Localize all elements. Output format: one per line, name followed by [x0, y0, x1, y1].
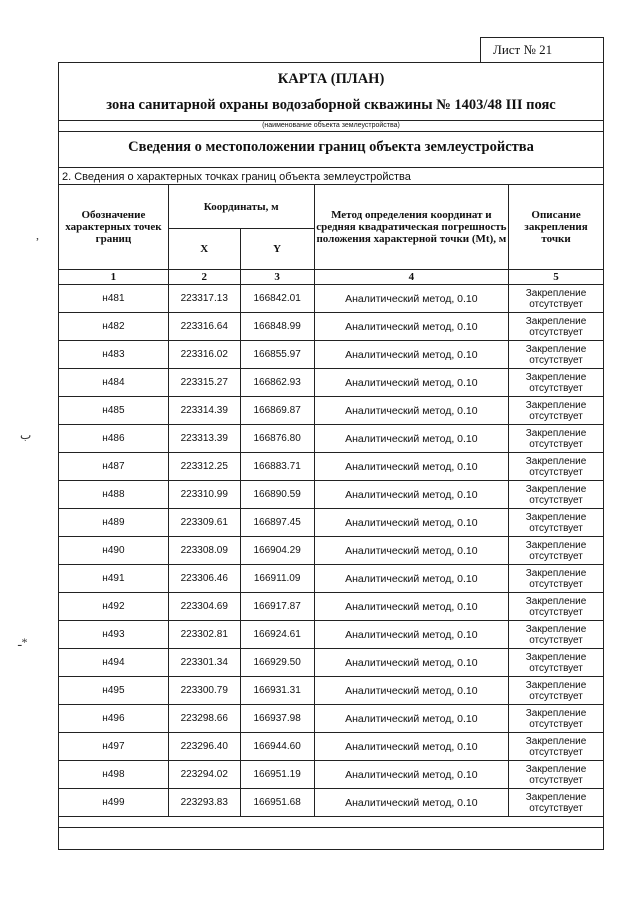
coord-y: 166944.60 [240, 733, 314, 761]
coord-x: 223306.46 [168, 565, 240, 593]
point-name: н496 [59, 705, 169, 733]
coord-x: 223314.39 [168, 397, 240, 425]
coord-y: 166883.71 [240, 453, 314, 481]
method-cell: Аналитический метод, 0.10 [314, 789, 509, 817]
point-name: н485 [59, 397, 169, 425]
method-cell: Аналитический метод, 0.10 [314, 481, 509, 509]
point-name: н498 [59, 761, 169, 789]
method-cell: Аналитический метод, 0.10 [314, 649, 509, 677]
description-cell: Закрепление отсутствует [509, 313, 604, 341]
table-row [59, 313, 604, 341]
point-name: н486 [59, 425, 169, 453]
method-cell: Аналитический метод, 0.10 [314, 761, 509, 789]
description-cell: Закрепление отсутствует [509, 677, 604, 705]
description-cell: Закрепление отсутствует [509, 761, 604, 789]
table-row [59, 285, 604, 313]
coord-y: 166917.87 [240, 593, 314, 621]
method-cell: Аналитический метод, 0.10 [314, 537, 509, 565]
description-cell: Закрепление отсутствует [509, 425, 604, 453]
point-name: н494 [59, 649, 169, 677]
sheet-number-label: Лист № 21 [493, 42, 553, 57]
point-name: н488 [59, 481, 169, 509]
subsection-title: 2. Сведения о характерных точках границ объекта землеустройства [62, 171, 411, 183]
coord-y: 166869.87 [240, 397, 314, 425]
description-cell: Закрепление отсутствует [509, 369, 604, 397]
table-row [59, 481, 604, 509]
description-cell: Закрепление отсутствует [509, 565, 604, 593]
description-cell: Закрепление отсутствует [509, 285, 604, 313]
document-frame [58, 62, 604, 850]
point-name: н497 [59, 733, 169, 761]
point-name: н499 [59, 789, 169, 817]
method-cell: Аналитический метод, 0.10 [314, 313, 509, 341]
method-cell: Аналитический метод, 0.10 [314, 565, 509, 593]
method-cell: Аналитический метод, 0.10 [314, 509, 509, 537]
scan-mark: ب [20, 428, 32, 442]
coord-x: 223313.39 [168, 425, 240, 453]
point-name: н491 [59, 565, 169, 593]
table-row [59, 733, 604, 761]
sheet-number [480, 37, 604, 63]
table-row [59, 677, 604, 705]
coord-x: 223316.02 [168, 341, 240, 369]
divider [59, 167, 603, 168]
point-name: н495 [59, 677, 169, 705]
table-body [59, 285, 604, 817]
scan-mark: ـ* [18, 635, 28, 649]
coord-y: 166931.31 [240, 677, 314, 705]
column-number: 3 [240, 270, 314, 285]
description-cell: Закрепление отсутствует [509, 481, 604, 509]
description-cell: Закрепление отсутствует [509, 453, 604, 481]
coord-y: 166862.93 [240, 369, 314, 397]
point-name: н493 [59, 621, 169, 649]
coord-x: 223298.66 [168, 705, 240, 733]
method-cell: Аналитический метод, 0.10 [314, 621, 509, 649]
point-name: н492 [59, 593, 169, 621]
table-row [59, 621, 604, 649]
table-row [59, 565, 604, 593]
coord-y: 166848.99 [240, 313, 314, 341]
description-cell: Закрепление отсутствует [509, 509, 604, 537]
coord-x: 223301.34 [168, 649, 240, 677]
coord-y: 166924.61 [240, 621, 314, 649]
method-cell: Аналитический метод, 0.10 [314, 397, 509, 425]
header-x: X [168, 229, 240, 270]
divider [59, 131, 603, 132]
table-row [59, 705, 604, 733]
method-cell: Аналитический метод, 0.10 [314, 425, 509, 453]
table-row [59, 509, 604, 537]
coord-y: 166904.29 [240, 537, 314, 565]
column-number: 2 [168, 270, 240, 285]
table-row [59, 761, 604, 789]
table-row [59, 341, 604, 369]
point-name: н483 [59, 341, 169, 369]
table-row [59, 453, 604, 481]
column-number: 1 [59, 270, 169, 285]
coord-y: 166951.68 [240, 789, 314, 817]
divider [59, 120, 603, 121]
coord-x: 223302.81 [168, 621, 240, 649]
coord-y: 166929.50 [240, 649, 314, 677]
table-row [59, 537, 604, 565]
divider [59, 827, 603, 828]
coord-x: 223294.02 [168, 761, 240, 789]
scan-mark: , [36, 228, 39, 242]
coord-x: 223317.13 [168, 285, 240, 313]
section-heading: Сведения о местоположении границ объекта землеустройства [128, 139, 534, 155]
table-row [59, 369, 604, 397]
point-name: н481 [59, 285, 169, 313]
description-cell: Закрепление отсутствует [509, 705, 604, 733]
coord-y: 166937.98 [240, 705, 314, 733]
document-subtitle: зона санитарной охраны водозаборной скважины № 1403/48 III пояс [106, 97, 556, 113]
description-cell: Закрепление отсутствует [509, 789, 604, 817]
point-name: н487 [59, 453, 169, 481]
method-cell: Аналитический метод, 0.10 [314, 705, 509, 733]
description-cell: Закрепление отсутствует [509, 397, 604, 425]
header-description: Описание закрепления точки [509, 185, 604, 270]
header-y: Y [240, 229, 314, 270]
method-cell: Аналитический метод, 0.10 [314, 677, 509, 705]
table-row [59, 593, 604, 621]
description-cell: Закрепление отсутствует [509, 341, 604, 369]
coord-x: 223312.25 [168, 453, 240, 481]
method-cell: Аналитический метод, 0.10 [314, 285, 509, 313]
method-cell: Аналитический метод, 0.10 [314, 369, 509, 397]
coord-y: 166890.59 [240, 481, 314, 509]
header-method: Метод определения координат и средняя квадратическая погрешность положения характерной точки (Mt), м [314, 185, 509, 270]
coord-x: 223316.64 [168, 313, 240, 341]
description-cell: Закрепление отсутствует [509, 537, 604, 565]
coord-y: 166842.01 [240, 285, 314, 313]
table-row [59, 789, 604, 817]
description-cell: Закрепление отсутствует [509, 593, 604, 621]
table-row [59, 425, 604, 453]
method-cell: Аналитический метод, 0.10 [314, 341, 509, 369]
table-row [59, 649, 604, 677]
point-name: н482 [59, 313, 169, 341]
method-cell: Аналитический метод, 0.10 [314, 593, 509, 621]
coord-x: 223309.61 [168, 509, 240, 537]
subtitle-caption: (наименование объекта землеустройства) [262, 122, 400, 129]
method-cell: Аналитический метод, 0.10 [314, 733, 509, 761]
column-number: 5 [509, 270, 604, 285]
description-cell: Закрепление отсутствует [509, 621, 604, 649]
coord-x: 223304.69 [168, 593, 240, 621]
method-cell: Аналитический метод, 0.10 [314, 453, 509, 481]
description-cell: Закрепление отсутствует [509, 733, 604, 761]
coord-y: 166855.97 [240, 341, 314, 369]
point-name: н484 [59, 369, 169, 397]
coord-x: 223310.99 [168, 481, 240, 509]
coord-y: 166951.19 [240, 761, 314, 789]
coord-y: 166911.09 [240, 565, 314, 593]
header-designation: Обозначение характерных точек границ [59, 185, 169, 270]
coord-x: 223300.79 [168, 677, 240, 705]
coord-x: 223296.40 [168, 733, 240, 761]
coord-x: 223293.83 [168, 789, 240, 817]
table-row [59, 397, 604, 425]
coord-x: 223308.09 [168, 537, 240, 565]
point-name: н489 [59, 509, 169, 537]
column-number: 4 [314, 270, 509, 285]
header-coordinates: Координаты, м [168, 185, 314, 229]
coord-y: 166897.45 [240, 509, 314, 537]
points-table [58, 184, 604, 817]
coord-y: 166876.80 [240, 425, 314, 453]
point-name: н490 [59, 537, 169, 565]
description-cell: Закрепление отсутствует [509, 649, 604, 677]
coord-x: 223315.27 [168, 369, 240, 397]
document-title: КАРТА (ПЛАН) [277, 71, 385, 87]
